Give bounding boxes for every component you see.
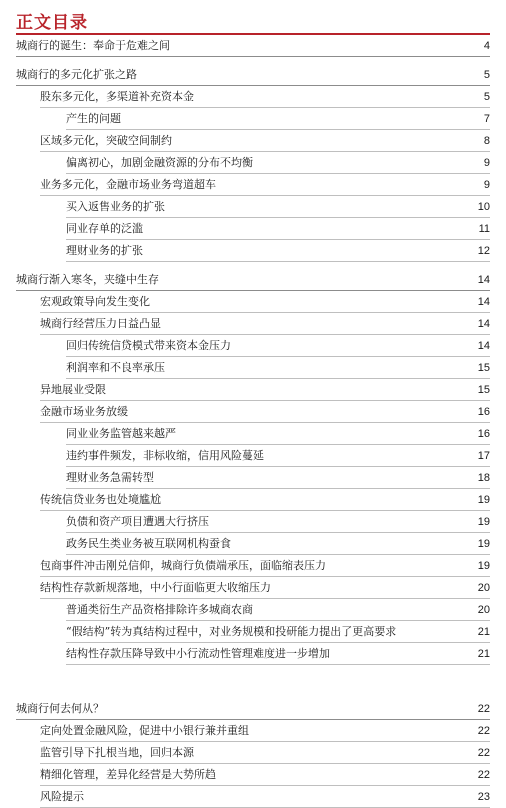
toc-entry-page-number: 7	[483, 113, 490, 125]
toc-entry[interactable]	[40, 130, 490, 152]
toc-entry[interactable]	[66, 423, 490, 445]
toc-entry[interactable]	[16, 64, 490, 86]
toc-entry-label: 违约事件频发，非标收缩，信用风险蔓延	[66, 449, 264, 462]
toc-entry-page-number: 19	[477, 516, 490, 528]
toc-entry[interactable]	[66, 196, 490, 218]
toc-entry-label: 理财业务急需转型	[66, 471, 154, 484]
toc-entry[interactable]	[66, 108, 490, 130]
toc-entry-page-number: 9	[483, 157, 490, 169]
toc-entry[interactable]	[66, 240, 490, 262]
toc-entry[interactable]	[66, 643, 490, 665]
toc-entry[interactable]	[66, 599, 490, 621]
toc-entry-page-number: 10	[477, 201, 490, 213]
toc-entry-label: 偏离初心，加剧金融资源的分布不均衡	[66, 156, 253, 169]
toc-entry[interactable]	[66, 511, 490, 533]
toc-entry-page-number: 14	[477, 318, 490, 330]
toc-entry-page-number: 12	[477, 245, 490, 257]
toc-entry-page-number: 22	[477, 769, 490, 781]
toc-entry-page-number: 8	[483, 135, 490, 147]
toc-entry[interactable]	[16, 269, 490, 291]
toc-entry[interactable]	[40, 555, 490, 577]
toc-entry-page-number: 21	[477, 648, 490, 660]
toc-entry-label: 精细化管理，差异化经营是大势所趋	[40, 768, 216, 781]
toc-entry[interactable]	[40, 313, 490, 335]
toc-entry-label: 宏观政策导向发生变化	[40, 295, 150, 308]
toc-entry-page-number: 5	[483, 69, 490, 81]
toc-entry[interactable]	[66, 357, 490, 379]
toc-entry-label: “假结构”转为真结构过程中，对业务规模和投研能力提出了更高要求	[66, 625, 397, 638]
toc-entry-page-number: 16	[477, 406, 490, 418]
toc-entry-label: 普通类衍生产品资格排除许多城商农商	[66, 603, 253, 616]
toc-entry-page-number: 23	[477, 791, 490, 803]
toc-entry-label: 理财业务的扩张	[66, 244, 143, 257]
toc-entry-label: 结构性存款新规落地，中小行面临更大收缩压力	[40, 581, 271, 594]
toc-entry[interactable]	[40, 86, 490, 108]
toc-entry-page-number: 19	[477, 538, 490, 550]
toc-entry-page-number: 16	[477, 428, 490, 440]
toc-entry-label: 业务多元化，金融市场业务弯道超车	[40, 178, 216, 191]
toc-entry-page-number: 5	[483, 91, 490, 103]
toc-entry-label: 城商行经营压力日益凸显	[40, 317, 161, 330]
toc-entry-label: 回归传统信贷模式带来资本金压力	[66, 339, 231, 352]
toc-entry-page-number: 22	[477, 747, 490, 759]
toc-entry[interactable]	[40, 764, 490, 786]
toc-entry[interactable]	[66, 335, 490, 357]
toc-entry-page-number: 18	[477, 472, 490, 484]
toc-entry-label: 城商行何去何从？	[16, 702, 104, 715]
toc-entry-page-number: 20	[477, 582, 490, 594]
toc-entry[interactable]	[40, 174, 490, 196]
toc-entry[interactable]	[40, 720, 490, 742]
toc-entry[interactable]	[66, 467, 490, 489]
toc-entry-label: 买入返售业务的扩张	[66, 200, 165, 213]
toc-entry[interactable]	[40, 786, 490, 808]
toc-entry-label: 股东多元化，多渠道补充资本金	[40, 90, 194, 103]
toc-entry[interactable]	[66, 152, 490, 174]
toc-entry-page-number: 19	[477, 560, 490, 572]
toc-entry-label: 传统信贷业务也处境尴尬	[40, 493, 161, 506]
toc-entry[interactable]	[40, 401, 490, 423]
toc-entry-page-number: 20	[477, 604, 490, 616]
toc-entry-label: 监管引导下扎根当地，回归本源	[40, 746, 194, 759]
toc-entry-label: 同业存单的泛滥	[66, 222, 143, 235]
toc-entry-page-number: 22	[477, 703, 490, 715]
toc-entry-label: 金融市场业务放缓	[40, 405, 128, 418]
toc-entry-label: 城商行渐入寒冬，夹缝中生存	[16, 273, 159, 286]
toc-entry-page-number: 14	[477, 340, 490, 352]
toc-entry-label: 同业业务监管越来越严	[66, 427, 176, 440]
toc-entry-page-number: 14	[477, 274, 490, 286]
toc-entry-page-number: 17	[477, 450, 490, 462]
toc-entry-page-number: 11	[478, 223, 490, 235]
toc-entry[interactable]	[40, 489, 490, 511]
toc-entry-label: 产生的问题	[66, 112, 121, 125]
toc-entry[interactable]	[66, 533, 490, 555]
toc-entry[interactable]	[66, 621, 490, 643]
toc-entry-page-number: 22	[477, 725, 490, 737]
toc-entry-label: 包商事件冲击刚兑信仰，城商行负债端承压，面临缩表压力	[40, 559, 326, 572]
toc-entry[interactable]	[66, 445, 490, 467]
toc-entry-label: 区域多元化，突破空间制约	[40, 134, 172, 147]
toc-entry-page-number: 9	[483, 179, 490, 191]
toc-entry-label: 定向处置金融风险，促进中小银行兼并重组	[40, 724, 249, 737]
toc-entry[interactable]	[40, 379, 490, 401]
toc-entry-page-number: 15	[477, 384, 490, 396]
toc-entry-page-number: 21	[477, 626, 490, 638]
toc-entry-page-number: 14	[477, 296, 490, 308]
toc-entry[interactable]	[40, 291, 490, 313]
toc-entry-label: 结构性存款压降导致中小行流动性管理难度进一步增加	[66, 647, 330, 660]
toc-entry[interactable]	[40, 577, 490, 599]
toc-entry-page-number: 4	[483, 40, 490, 52]
toc-entry[interactable]	[16, 698, 490, 720]
toc-entry[interactable]	[16, 35, 490, 57]
toc-entry[interactable]	[40, 742, 490, 764]
toc-entry-label: 城商行的多元化扩张之路	[16, 68, 137, 81]
toc-entry-label: 政务民生类业务被互联网机构蚕食	[66, 537, 231, 550]
toc-entry-label: 风险提示	[40, 790, 84, 803]
toc-entry-label: 利润率和不良率承压	[66, 361, 165, 374]
page-title: 正文目录	[16, 13, 88, 33]
toc-entry-label: 异地展业受限	[40, 383, 106, 396]
toc-entry[interactable]	[66, 218, 490, 240]
toc-entry-page-number: 15	[477, 362, 490, 374]
toc-entry-label: 负债和资产项目遭遇大行挤压	[66, 515, 209, 528]
toc-entry-page-number: 19	[477, 494, 490, 506]
toc-entry-label: 城商行的诞生：奉命于危难之间	[16, 39, 170, 52]
